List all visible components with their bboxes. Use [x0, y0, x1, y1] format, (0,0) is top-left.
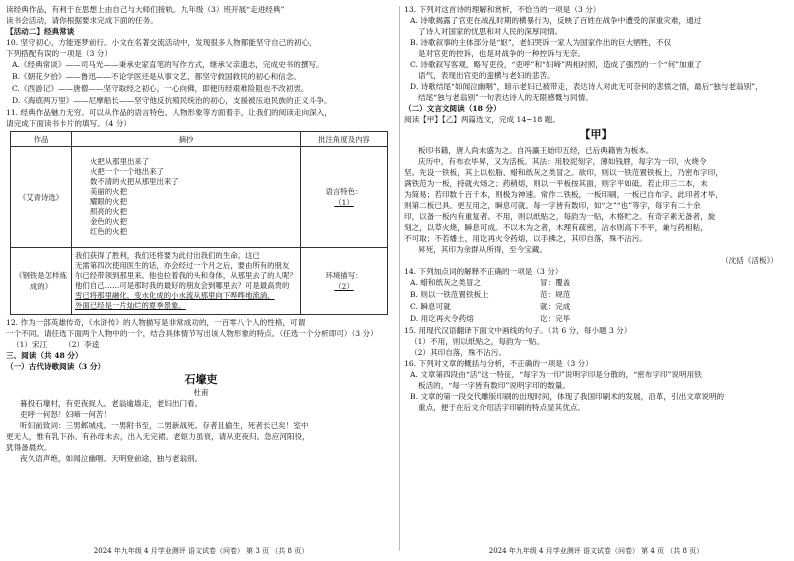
left-page: [6, 0, 396, 561]
page-divider: [399, 6, 400, 551]
q14-option-phrase: A. 蜡和纸灰之类冒之: [410, 278, 482, 287]
poem-line: 更无人，惟有乳下孙。有孙母未去，出入无完裙。老妪力虽衰，请从吏夜归。急应河阳役，: [6, 432, 310, 441]
table-header-note: 批注角度及内容: [301, 132, 388, 147]
q12-line-1: 12. 作为一部英雄传奇，《水浒传》的人物描写是非常成功的，一百零八个人的性格，可谓: [6, 318, 306, 327]
note-blank[interactable]: （1）: [334, 198, 354, 207]
intro-line-1: 读经典作品，有利于在思想上由自己与大师们接轨。九年级（3）班开展“走进经典”: [6, 5, 285, 14]
q14-option: [404, 289, 788, 301]
passage-line: 庆历中，有布衣毕昇，又为活板。其法：用胶泥刻字，薄如钱唇，每字为一印，火烧令: [418, 157, 707, 166]
q10-option-d: D.《海底两万里》——尼摩船长——坚守他反抗殖民统治的初心，支援被压迫民族的正义斗争。: [12, 96, 332, 105]
passage-line: 昇死，其印为余群从所得，至今宝藏。: [418, 245, 548, 254]
activity2-title: 【活动二】经典常谈: [6, 27, 75, 36]
excerpt-line: 我们获得了胜利，我们还将要为此付出我们的生命。这已: [75, 251, 260, 260]
excerpt-line: 金色的火把: [90, 217, 127, 226]
q16-title: 16. 下列对文章的概括与分析，不正确的一项是（3 分）: [404, 359, 593, 368]
excerpt-line: 雪已将那里融化，变水化成的小水流从那里向下哗哗地流淌，: [75, 291, 275, 300]
q11-line-2: 请完成下面读书卡片的填写。（4 分）: [6, 119, 131, 128]
passage-line: 满铁范为一板，持就火炀之；药稍熔，则以一平板按其面，则字平如砥。若止印三二本，未: [404, 179, 708, 188]
page-footer-left: 2024 年九年级 4 月学业测评 语文试卷（问卷） 第 3 页 （共 8 页）: [93, 547, 309, 555]
excerpt-line: 美丽的火把: [90, 187, 127, 196]
excerpt-line: 耀眼的火把: [90, 197, 127, 206]
table-row: [11, 147, 388, 248]
passage-jia: [404, 145, 788, 255]
q10-option-c: C.《西游记》——唐僧——坚守取经之初心，一心向佛，即便历经艰难险阻也不改初衷。: [12, 84, 309, 93]
sub2-desc: 阅读【甲】【乙】两篇选文，完成 14~18 题。: [404, 115, 560, 124]
q14-option-gloss: 范：规范: [540, 290, 571, 299]
q13-option-line: C. 诗歌叙写客观，略写吏役，“吏呼”和“妇啼”两相衬照，造成了强烈的一个“何”加重了: [410, 60, 702, 69]
q11-line-1: 11. 经典作品魅力无穷。可以从作品的语言特色、人物形象等方面着手，让我们的阅读走向深入，: [6, 108, 332, 117]
poem-line: 听妇前致词：三男邺城戍。一男附书至，二男新战死。存者且偷生，死者长已矣！室中: [20, 421, 309, 430]
excerpt-line: 无需第四次使用医生的话，亦会经过一个月之后，要由所有的朋友: [75, 261, 290, 270]
intro-line-2: 读书会活动，请你根据要求完成下面的任务。: [6, 16, 158, 25]
page-footer-right: 2024 年九年级 4 月学业测评 语文试卷（问卷） 第 4 页 （共 8 页）: [488, 547, 704, 555]
q14-option-gloss: 冒：覆盖: [540, 278, 571, 287]
poem-line: 犹得备晨炊。: [6, 443, 52, 452]
q13-title: 13. 下列对这首诗的理解和赏析，不恰当的一项是（3 分）: [404, 5, 601, 14]
q10-line-2: 下列搭配有误的一项是（3 分）: [6, 49, 112, 58]
q15-item: （2）其印自落，殊不沾污。: [410, 348, 506, 357]
note-label: 环境描写：: [325, 271, 363, 280]
passage-jia-label: 【甲】: [579, 128, 613, 141]
excerpt-line: 外面已经是一片灿烂的夏季景象。: [75, 301, 186, 310]
q14-option-phrase: B. 则以一铁范置铁板上: [410, 290, 489, 299]
section3-title: 三、阅读（共 48 分）: [6, 351, 83, 360]
q13-option-line: 是对官吏的控诉，也是对战争的一种控诉与无奈。: [418, 49, 586, 58]
q13-option-line: D. 诗歌结尾“如闻泣幽咽”，暗示老妇已被带走，表达诗人对此无可奈何的悲愤之情，最后“独与老翁别”，: [410, 82, 763, 91]
q14-option: [404, 301, 788, 313]
table-cell-excerpt: [72, 248, 301, 315]
table-row: [11, 248, 388, 315]
excerpt-line: 照亮的火把: [90, 207, 127, 216]
passage-line: 则第二板已具。更互用之，瞬息可就。每一字皆有数印，如“之”“也”等字，每字有二十余: [404, 201, 701, 210]
q14-title: 14. 下列加点词的解释不正确的一项是（3 分）: [404, 267, 563, 276]
table-cell-excerpt: [72, 147, 301, 248]
excerpt-line: 尔已经带领到那里来。他也拉着我的头和身体，从那里去了的人呢？: [75, 271, 297, 280]
passage-line: 坚。先设一铁板，其上以松脂、蜡和纸灰之类冒之。欲印，则以一铁范置铁板上，乃密布字印，: [404, 168, 723, 177]
q13-option-line: 语气，表现出官吏的蛮横与老妇的悲苦。: [418, 71, 555, 80]
q14-option-gloss: 讫：完毕: [540, 314, 571, 323]
excerpt-line: 他们自己……可是那时我的最好的朋友会到哪里去？可是最高贵的: [75, 281, 290, 290]
excerpt-line: 火把从那里出来了: [90, 157, 150, 166]
poem-line: 暮投石壕村，有吏夜捉人。老翁逾墙走，老妇出门看。: [20, 399, 203, 408]
q14-option: [404, 277, 788, 289]
q10-option-b: B.《朝花夕拾》——鲁迅——不论学医还是从事文艺，都坚守救国救民的初心和信念。: [12, 72, 301, 81]
right-page: [404, 0, 788, 561]
passage-line: 为简易；若印数十百千本，则极为神速。常作二铁板，一板印刷，一板已自布字。此印者才毕，: [404, 190, 723, 199]
q13-option-line: 结尾“独与老翁别”一句表达诗人的无限感慨与同情。: [418, 93, 593, 102]
q14-option-phrase: C. 瞬息可就: [410, 302, 451, 311]
q15-title: 15. 用现代汉语翻译下面文中画线的句子。（共 6 分，每小题 3 分）: [404, 326, 632, 335]
poem-author: 杜甫: [193, 388, 209, 397]
passage-source: （沈括《活板》）: [721, 256, 778, 265]
excerpt-line: 数不清的火把从那里出来了: [90, 177, 179, 186]
sub2-title: （二）文言文阅读（18 分）: [404, 104, 501, 113]
q16-option-line: A. 文章第四段由“活”这一特征，“每字为一印”说明字印是分散的，“密布字印”说明用铁: [410, 370, 702, 379]
q14-option: [404, 313, 788, 325]
table-cell-note: [301, 248, 388, 315]
reading-card-table: [10, 131, 388, 315]
q13-option-line: A. 诗歌揭露了官吏在战乱时期的横暴行为，反映了百姓在战争中遭受的深重灾难，通过: [410, 16, 702, 25]
q16-option-line: 重点，便于在后文介绍活字印刷的特点显其优点。: [418, 403, 586, 412]
q15-item: （1）不用，则以纸贴之，每韵为一贴。: [410, 337, 544, 346]
passage-line: 印，以备一板内有重复者。不用，则以纸贴之，每韵为一贴，木格贮之。有奇字素无备者，旋: [404, 212, 716, 221]
excerpt-line: 红色的火把: [90, 227, 127, 236]
q16-option-line: 板活的，“每一字皆有数印”说明字印的数量。: [418, 381, 571, 390]
q13-option-line: 了诗人对国家的忧思和对人民的深厚同情。: [418, 27, 563, 36]
table-cell-work: 《钢铁是怎样炼成的》: [11, 248, 72, 315]
q12-choice: （2）李逵: [64, 340, 100, 349]
poem-title: 石壕吏: [184, 373, 218, 386]
table-header-work: 作品: [11, 132, 72, 147]
q12-line-2: 一个不同。请任选下面两个人物中的一个，结合具体情节写出该人物形象的特点。（任选一个分析即可）（3 分）: [6, 329, 378, 338]
table-cell-work: 《艾青诗选》: [11, 147, 72, 248]
table-cell-note: [301, 147, 388, 248]
note-label: 语言特色：: [325, 187, 363, 196]
poem-line: 夜久语声绝，如闻泣幽咽。天明登前途，独与老翁别。: [20, 454, 203, 463]
q13-option-line: B. 诗歌叙事的主体部分是“妪”，老妇哭诉一家人为国家作出的巨大牺牲，不仅: [410, 38, 672, 47]
q14-option-phrase: D. 用讫再火令药熔: [410, 314, 474, 323]
poem-line: 吏呼一何怒！妇啼一何苦！: [20, 410, 112, 419]
table-header-excerpt: 摘抄: [72, 132, 301, 147]
passage-line: 刻之，以草火烧，瞬息可成。不以木为之者，木理有疏密，沾水则高下不平，兼与药相粘，: [404, 223, 708, 232]
passage-line: 不可取；不若燔土，用讫再火令药熔，以手拂之，其印自落，殊不沾污。: [404, 234, 647, 243]
excerpt-line: 火把一个一个地出来了: [90, 167, 164, 176]
q12-choices: [6, 339, 396, 350]
sub1-title: （一）古代诗歌阅读（3 分）: [6, 362, 106, 371]
passage-line: 板印书籍，唐人尚未盛为之。自冯瀛王始印五经，已后典籍皆为板本。: [418, 146, 654, 155]
q14-option-gloss: 就：完成: [540, 302, 571, 311]
q16-option-line: B. 文章的第一段交代雕版印刷的出现时间，体现了我国印刷术的发展，沿革，引出文章说明的: [410, 392, 725, 401]
q10-line-1: 10. 坚守初心，方能逐梦前行。小文在名著交流活动中，发现很多人物都能坚守自己的初心，: [6, 38, 317, 47]
note-blank[interactable]: （2）: [334, 282, 354, 291]
q12-choice: （1）宋江: [12, 340, 48, 349]
q10-option-a: A.《经典常谈》——司马光——秉承史家直笔的写作方式，继承父亲遗志，完成史书的撰写。: [12, 60, 324, 69]
